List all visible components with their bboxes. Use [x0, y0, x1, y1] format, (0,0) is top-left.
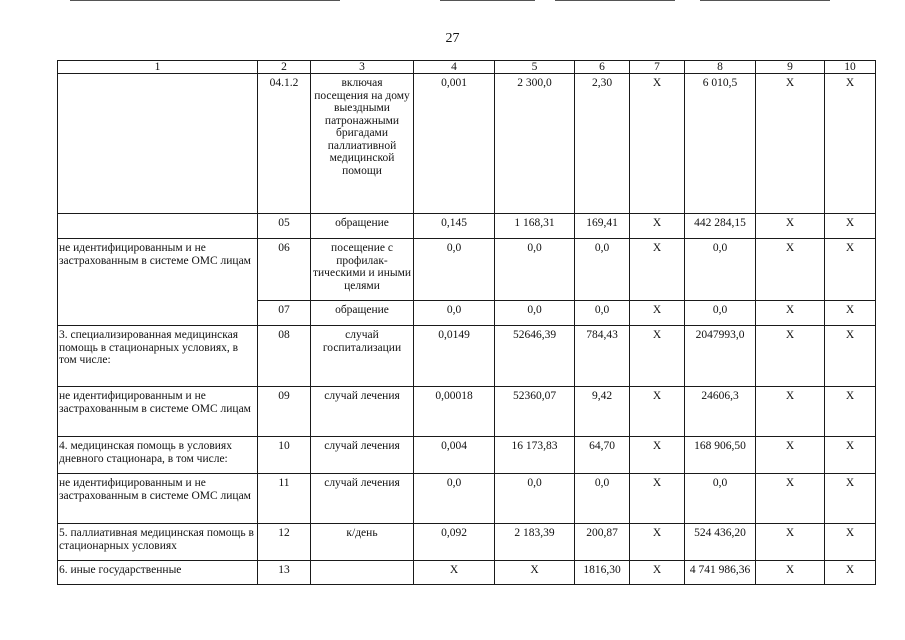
- row-label: не идентифицированным и не застрахованным в системе ОМС лицам: [58, 239, 258, 301]
- table-row: [58, 326, 876, 387]
- row-label: 4. медицинская помощь в условиях дневного стационара, в том числе:: [58, 437, 258, 474]
- row-value: Х: [756, 474, 825, 524]
- row-unit: обращение: [311, 214, 414, 239]
- row-value: Х: [825, 474, 876, 524]
- row-value: 4 741 986,36: [685, 561, 756, 585]
- row-value: 0,0: [495, 301, 575, 326]
- row-value: 52360,07: [495, 387, 575, 437]
- row-value: 0,0: [685, 474, 756, 524]
- row-value: Х: [756, 214, 825, 239]
- row-value: 0,092: [414, 524, 495, 561]
- table-row: [58, 387, 876, 437]
- column-header: 3: [311, 61, 414, 74]
- row-value: Х: [825, 524, 876, 561]
- row-value: 0,0: [495, 474, 575, 524]
- row-value: 0,0: [575, 239, 630, 301]
- row-label: 5. паллиативная медицинская помощь в стационарных условиях: [58, 524, 258, 561]
- row-value: Х: [414, 561, 495, 585]
- row-value: Х: [630, 326, 685, 387]
- row-value: Х: [495, 561, 575, 585]
- row-code: 10: [258, 437, 311, 474]
- row-value: 168 906,50: [685, 437, 756, 474]
- row-value: Х: [825, 561, 876, 585]
- row-label: не идентифицированным и не застрахованным в системе ОМС лицам: [58, 387, 258, 437]
- row-value: Х: [630, 561, 685, 585]
- row-code: 08: [258, 326, 311, 387]
- row-label: [58, 301, 258, 326]
- page-number: 27: [445, 31, 460, 46]
- scan-edge-line: [440, 0, 535, 1]
- header-row: [58, 61, 876, 74]
- row-unit: случай лечения: [311, 437, 414, 474]
- row-unit: случай лечения: [311, 387, 414, 437]
- column-header: 9: [756, 61, 825, 74]
- row-label: 6. иные государственные: [58, 561, 258, 585]
- scan-edge-line: [70, 0, 340, 1]
- row-value: 0,145: [414, 214, 495, 239]
- row-value: 0,0: [575, 474, 630, 524]
- row-value: Х: [630, 214, 685, 239]
- column-header: 7: [630, 61, 685, 74]
- row-value: Х: [825, 437, 876, 474]
- table-row: [58, 561, 876, 585]
- row-value: 2047993,0: [685, 326, 756, 387]
- row-value: 0,0: [414, 474, 495, 524]
- row-value: 2,30: [575, 74, 630, 214]
- row-value: 200,87: [575, 524, 630, 561]
- row-value: 64,70: [575, 437, 630, 474]
- column-header: 5: [495, 61, 575, 74]
- row-unit: посещение с профилак-тическими и иными целями: [311, 239, 414, 301]
- row-value: 0,00018: [414, 387, 495, 437]
- row-label: [58, 74, 258, 214]
- column-header: 4: [414, 61, 495, 74]
- row-value: Х: [630, 437, 685, 474]
- row-value: Х: [630, 239, 685, 301]
- row-value: Х: [756, 239, 825, 301]
- scan-edge-line: [700, 0, 830, 1]
- row-value: Х: [825, 239, 876, 301]
- row-code: 09: [258, 387, 311, 437]
- row-value: Х: [756, 301, 825, 326]
- table-row: [58, 437, 876, 474]
- row-value: 442 284,15: [685, 214, 756, 239]
- row-code: 12: [258, 524, 311, 561]
- table-row: [58, 214, 876, 239]
- table-row: [58, 74, 876, 214]
- row-value: Х: [825, 301, 876, 326]
- row-unit: случай госпитализации: [311, 326, 414, 387]
- row-value: Х: [756, 561, 825, 585]
- row-value: 2 300,0: [495, 74, 575, 214]
- row-value: 1 168,31: [495, 214, 575, 239]
- row-unit: случай лечения: [311, 474, 414, 524]
- row-value: 0,004: [414, 437, 495, 474]
- row-code: 07: [258, 301, 311, 326]
- table-row: [58, 524, 876, 561]
- row-label: не идентифицированным и не застрахованным в системе ОМС лицам: [58, 474, 258, 524]
- column-header: 8: [685, 61, 756, 74]
- row-value: 169,41: [575, 214, 630, 239]
- row-value: Х: [756, 326, 825, 387]
- row-value: Х: [825, 387, 876, 437]
- row-value: 784,43: [575, 326, 630, 387]
- row-value: Х: [630, 74, 685, 214]
- row-code: 05: [258, 214, 311, 239]
- row-value: 0,001: [414, 74, 495, 214]
- column-header: 1: [58, 61, 258, 74]
- table-row: [58, 301, 876, 326]
- row-value: 0,0: [414, 301, 495, 326]
- row-value: Х: [630, 474, 685, 524]
- row-value: 9,42: [575, 387, 630, 437]
- row-label: 3. специализированная медицинская помощь в стационарных условиях, в том числе:: [58, 326, 258, 387]
- row-value: 16 173,83: [495, 437, 575, 474]
- row-value: 524 436,20: [685, 524, 756, 561]
- row-value: 0,0: [685, 301, 756, 326]
- row-value: 0,0: [414, 239, 495, 301]
- row-value: Х: [825, 326, 876, 387]
- row-code: 13: [258, 561, 311, 585]
- row-value: 0,0: [495, 239, 575, 301]
- row-value: Х: [825, 214, 876, 239]
- column-header: 6: [575, 61, 630, 74]
- table-row: [58, 474, 876, 524]
- column-header: 2: [258, 61, 311, 74]
- row-code: 11: [258, 474, 311, 524]
- scan-edge-line: [555, 0, 675, 1]
- data-table: [57, 60, 876, 585]
- table-row: [58, 239, 876, 301]
- row-value: Х: [630, 301, 685, 326]
- row-value: Х: [756, 74, 825, 214]
- row-unit: включая посещения на дому выездными патронажными бригадами паллиативной медицинской помощи: [311, 74, 414, 214]
- row-value: 0,0149: [414, 326, 495, 387]
- row-code: 04.1.2: [258, 74, 311, 214]
- row-value: Х: [756, 524, 825, 561]
- row-value: 2 183,39: [495, 524, 575, 561]
- row-code: 06: [258, 239, 311, 301]
- row-value: Х: [630, 524, 685, 561]
- row-value: Х: [825, 74, 876, 214]
- row-value: 52646,39: [495, 326, 575, 387]
- row-unit: обращение: [311, 301, 414, 326]
- row-value: 1816,30: [575, 561, 630, 585]
- column-header: 10: [825, 61, 876, 74]
- row-value: 0,0: [575, 301, 630, 326]
- row-value: 6 010,5: [685, 74, 756, 214]
- row-value: Х: [630, 387, 685, 437]
- row-value: 0,0: [685, 239, 756, 301]
- row-value: Х: [756, 387, 825, 437]
- row-value: Х: [756, 437, 825, 474]
- row-label: [58, 214, 258, 239]
- row-unit: к/день: [311, 524, 414, 561]
- row-value: 24606,3: [685, 387, 756, 437]
- row-unit: [311, 561, 414, 585]
